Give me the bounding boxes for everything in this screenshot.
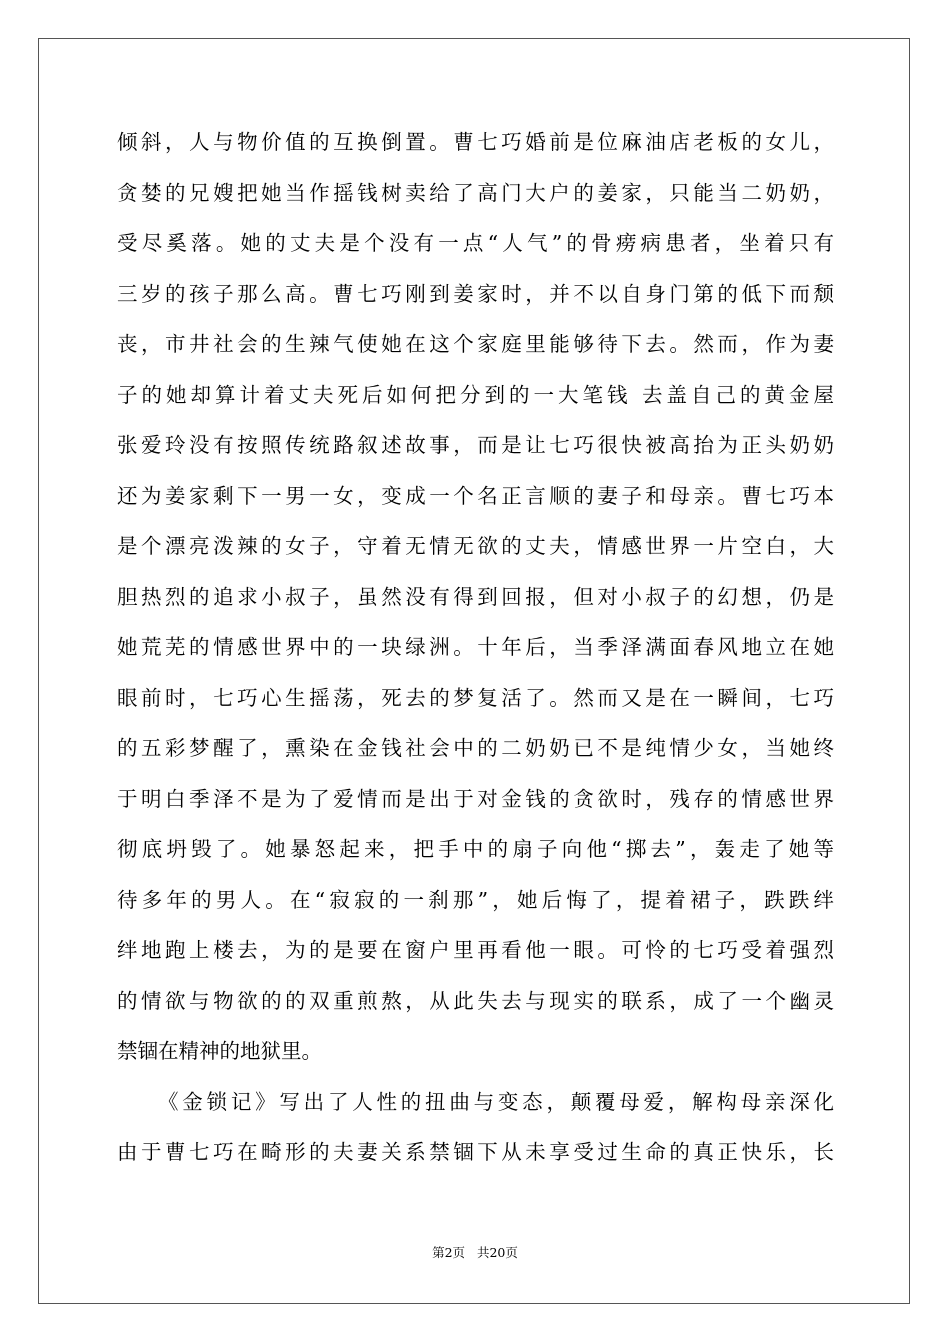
text-line: 的五彩梦醒了，熏染在金钱社会中的二奶奶已不是纯情少女，当她终 [117, 736, 834, 760]
text-line: 是个漂亮泼辣的女子，守着无情无欲的丈夫，情感世界一片空白，大 [117, 534, 834, 558]
body-text [117, 127, 834, 1188]
text-line: 胆热烈的追求小叔子，虽然没有得到回报，但对小叔子的幻想，仍是 [117, 584, 834, 609]
page-footer [0, 1245, 950, 1261]
text-line: 禁锢在精神的地狱里。 [117, 1039, 322, 1063]
page-number: 第2页 [432, 1245, 466, 1260]
text-line: 还为姜家剩下一男一女，变成一个名正言顺的妻子和母亲。曹七巧本 [117, 483, 834, 508]
text-line: 眼前时，七巧心生摇荡，死去的梦复活了。然而又是在一瞬间，七巧 [117, 685, 834, 710]
text-line: 受尽奚落。她的丈夫是个没有一点“人气”的骨痨病患者，坐着只有 [117, 231, 834, 255]
text-line: 由于曹七巧在畸形的夫妻关系禁锢下从未享受过生命的真正快乐，长 [117, 1140, 834, 1164]
text-line: 张爱玲没有按照传统路叙述故事，而是让七巧很快被高抬为正头奶奶 [117, 433, 834, 457]
text-line: 子的她却算计着丈夫死后如何把分到的一大笔钱 去盖自己的黄金屋 [117, 382, 834, 407]
text-line: 贪婪的兄嫂把她当作摇钱树卖给了高门大户的姜家，只能当二奶奶， [117, 180, 834, 205]
text-line: 绊地跑上楼去，为的是要在窗户里再看他一眼。可怜的七巧受着强烈 [117, 938, 834, 962]
text-line: 丧，市井社会的生辣气使她在这个家庭里能够待下去。然而，作为妻 [117, 332, 834, 356]
text-line: 于明白季泽不是为了爱情而是出于对金钱的贪欲时，残存的情感世界 [117, 786, 834, 811]
text-line: 彻底坍毁了。她暴怒起来，把手中的扇子向他“掷去”，轰走了她等 [117, 837, 834, 861]
text-line: 倾斜，人与物价值的互换倒置。曹七巧婚前是位麻油店老板的女儿， [117, 130, 834, 154]
page-total: 共20页 [476, 1245, 518, 1260]
text-line: 三岁的孩子那么高。曹七巧刚到姜家时，并不以自身门第的低下而颓 [117, 281, 834, 306]
text-line: 待多年的男人。在“寂寂的一刹那”，她后悔了，提着裙子，跌跌绊 [117, 887, 834, 912]
text-line: 的情欲与物欲的的双重煎熬，从此失去与现实的联系，成了一个幽灵 [117, 988, 834, 1013]
text-line: 她荒芜的情感世界中的一块绿洲。十年后，当季泽满面春风地立在她 [117, 635, 834, 659]
paragraph-first-line: 《金锁记》写出了人性的扭曲与变态，颠覆母爱，解构母亲深化 [158, 1089, 834, 1114]
